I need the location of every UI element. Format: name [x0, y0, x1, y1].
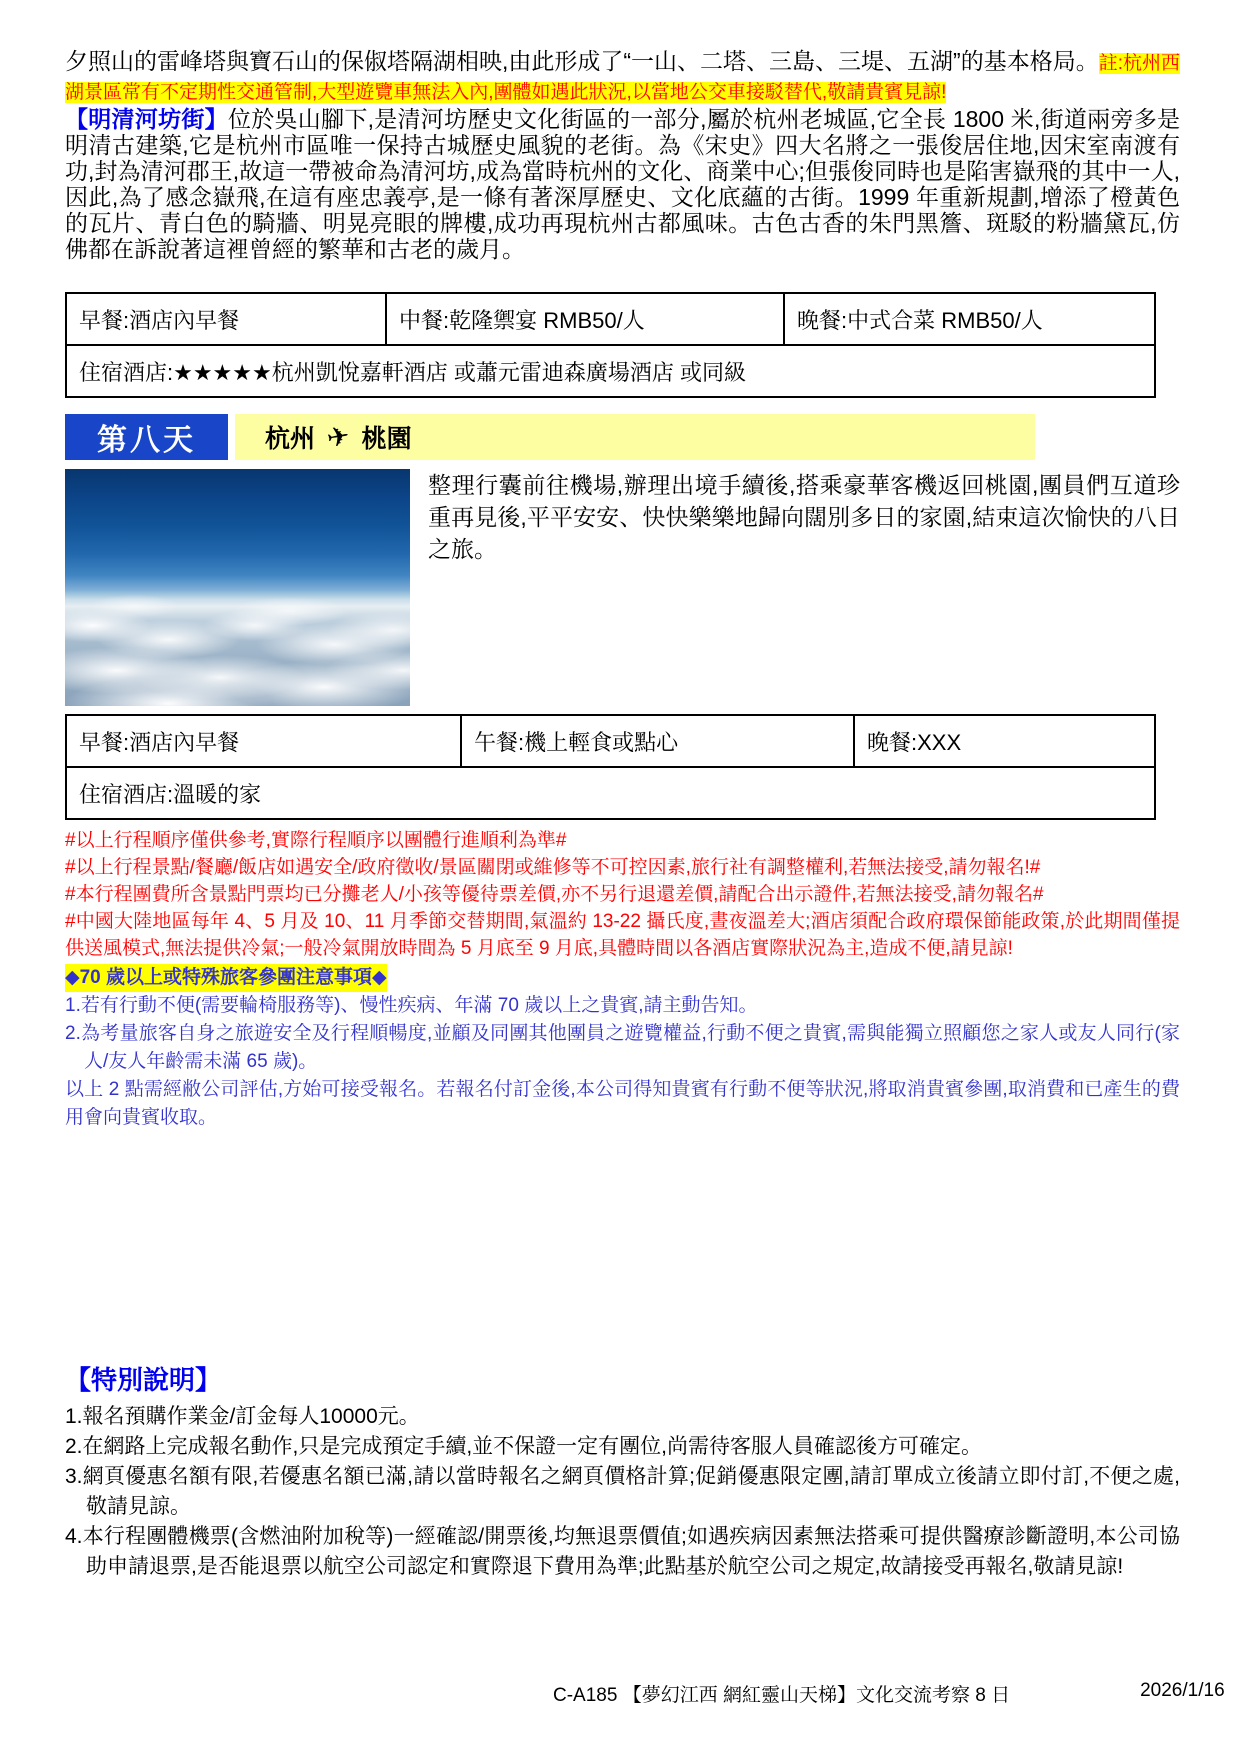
hefang-street-paragraph [65, 106, 1180, 262]
footer-tour-code-title: C-A185 【夢幻江西 網紅靈山天梯】文化交流考察 8 日 [553, 1685, 1011, 1706]
day7-lunch-cell: 中餐:乾隆禦宴 RMB50/人 [387, 294, 785, 344]
senior-notice-section [65, 964, 1180, 1132]
airplane-icon: ✈ [324, 419, 352, 454]
day8-description: 整理行囊前往機場,辦理出境手續後,搭乘豪華客機返回桃園,團員們互道珍重再見後,平平安安、快快樂樂地歸向闊別多日的家園,結束這次愉快的八日之旅。 [428, 472, 1180, 562]
day8-lunch-cell: 午餐:機上輕食或點心 [462, 716, 855, 766]
day8-meal-table [65, 714, 1156, 820]
page-content [65, 48, 1180, 1582]
intro-text: 夕照山的雷峰塔與寶石山的保俶塔隔湖相映,由此形成了“一山、二塔、三島、三堤、五湖”的基本格局。 [65, 48, 1099, 74]
footer-date: 2026/1/16 [1140, 1680, 1225, 1701]
day8-meal-row [67, 716, 1154, 768]
day8-header [65, 414, 1180, 460]
special-notes-section [65, 1364, 1180, 1582]
clouds-overlay [65, 469, 410, 706]
red-note-2: #以上行程景點/餐廳/飯店如遇安全/政府徵收/景區關閉或維修等不可控因素,旅行社有調整權利,若無法接受,請勿報名!# [65, 857, 1041, 878]
special-note-3: 3.網頁優惠名額有限,若優惠名額已滿,請以當時報名之網頁價格計算;促銷優惠限定團,請訂單成立後請立即付訂,不便之處,敬請見諒。 [65, 1465, 1180, 1518]
intro-paragraph [65, 48, 1180, 106]
day8-hotel-row [67, 768, 1154, 818]
day8-label: 第八天 [65, 414, 228, 460]
day8-breakfast-cell: 早餐:酒店內早餐 [67, 716, 462, 766]
senior-notice-heading-line [65, 964, 1180, 992]
special-note-4: 4.本行程團體機票(含燃油附加稅等)一經確認/開票後,均無退票價值;如遇疾病因素無法搭乘可提供醫療診斷證明,本公司協助申請退票,是否能退票以航空公司認定和實際退下費用為準;此點基於航空公司之規定,故請接受再報名,敬請見諒! [65, 1525, 1180, 1578]
red-note-4: #中國大陸地區每年 4、5 月及 10、11 月季節交替期間,氣溫約 13-22 攝氏度,晝夜溫差大;酒店須配合政府環保節能政策,於此期間僅提供送風模式,無法提供冷氣;一般冷氣開放時間為 5 月底至 9 月底,具體時間以各酒店實際狀況為主,造成不便,請見諒! [65, 911, 1180, 959]
day8-hotel-cell: 住宿酒店:溫暖的家 [79, 782, 262, 807]
red-disclaimer-notes [65, 827, 1180, 962]
day8-content [65, 469, 1180, 706]
hefang-street-body: 位於吳山腳下,是清河坊歷史文化街區的一部分,屬於杭州老城區,它全長 1800 米,街道兩旁多是明清古建築,它是杭州市區唯一保持古城歷史風貌的老街。為《宋史》四大名將之一張俊居住地,因宋室南渡有功,封為清河郡王,故這一帶被命為清河坊,成為當時杭州的文化、商業中心;但張俊同時也是陷害嶽飛的其中一人,因此,為了感念嶽飛,在這有座忠義亭,是一條有著深厚歷史、文化底蘊的古街。1999 年重新規劃,增添了橙黃色的瓦片、青白色的騎牆、明晃亮眼的牌樓,成功再現杭州古都風味。古色古香的朱門黑簷、斑駁的粉牆黛瓦,仿佛都在訴說著這裡曾經的繁華和古老的歲月。 [65, 106, 1181, 262]
route-to: 桃園 [361, 425, 412, 453]
day7-breakfast-cell: 早餐:酒店內早餐 [67, 294, 387, 344]
senior-notice-heading: ◆70 歲以上或特殊旅客參團注意事項◆ [65, 964, 387, 992]
senior-notice-item-1: 1.若有行動不便(需要輪椅服務等)、慢性疾病、年滿 70 歲以上之貴賓,請主動告知。 [65, 995, 758, 1016]
route-from: 杭州 [265, 425, 316, 453]
day7-hotel-cell: 住宿酒店:★★★★★杭州凱悅嘉軒酒店 或蕭元雷迪森廣場酒店 或同級 [79, 360, 746, 385]
red-note-1: #以上行程順序僅供參考,實際行程順序以團體行進順利為準# [65, 830, 567, 851]
clouds-photo [65, 469, 410, 706]
senior-notice-closing: 以上 2 點需經敝公司評估,方始可接受報名。若報名付訂金後,本公司得知貴賓有行動不便等狀況,將取消貴賓參團,取消費和已產生的費用會向貴賓收取。 [65, 1079, 1180, 1128]
day7-meal-row [67, 294, 1154, 346]
page-footer [553, 1680, 1225, 1707]
hefang-street-title: 【明清河坊街】 [65, 106, 228, 132]
special-notes-title: 【特別說明】 [65, 1365, 222, 1395]
special-note-1: 1.報名預購作業金/訂金每人10000元。 [65, 1405, 420, 1428]
red-note-3: #本行程團費所含景點門票均已分攤老人/小孩等優待票差價,亦不另行退還差價,請配合出示證件,若無法接受,請勿報名# [65, 884, 1044, 905]
day7-dinner-cell: 晚餐:中式合菜 RMB50/人 [797, 308, 1043, 333]
day8-route [235, 414, 1035, 460]
senior-notice-item-2: 2.為考量旅客自身之旅遊安全及行程順暢度,並顧及同團其他團員之遊覽權益,行動不便之貴賓,需與能獨立照顧您之家人或友人同行(家人/友人年齡需未滿 65 歲)。 [65, 1023, 1180, 1072]
special-note-2: 2.在網路上完成報名動作,只是完成預定手續,並不保證一定有團位,尚需待客服人員確認後方可確定。 [65, 1435, 983, 1458]
day7-meal-table [65, 292, 1156, 398]
day8-dinner-cell: 晚餐:XXX [867, 730, 962, 755]
day7-hotel-row [67, 346, 1154, 396]
traffic-control-note: 註:杭州西湖景區常有不定期性交通管制,大型遊覽車無法入內,團體如遇此狀況,以當地公交車接駁替代,敬請貴賓見諒! [65, 53, 1180, 103]
